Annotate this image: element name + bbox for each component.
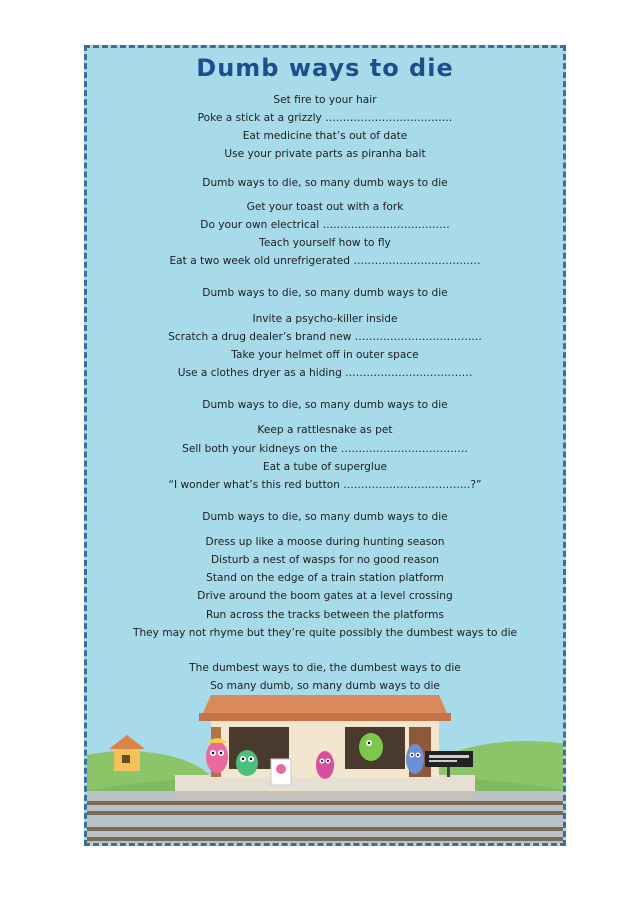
lyric-line: “I wonder what’s this red button ………………………………?” xyxy=(168,479,482,491)
lyric-line: Eat a tube of superglue xyxy=(262,461,388,473)
lyric-line: Disturb a nest of wasps for no good reason xyxy=(210,554,440,566)
character-blue-icon xyxy=(406,744,424,774)
character-green-icon xyxy=(236,750,258,776)
train-station-illustration xyxy=(87,683,563,843)
lyrics-sheet xyxy=(84,45,566,846)
chorus-line: Dumb ways to die, so many dumb ways to die xyxy=(202,399,448,411)
lyric-line: Set fire to your hair xyxy=(273,94,377,106)
lyric-line: Scratch a drug dealer’s brand new ……………………………… xyxy=(168,331,482,343)
lyric-line: Eat a two week old unrefrigerated ……………………………… xyxy=(169,255,481,267)
chorus-line: Dumb ways to die, so many dumb ways to die xyxy=(202,511,448,523)
lyric-line: Stand on the edge of a train station platform xyxy=(206,572,444,584)
character-magenta-icon xyxy=(316,751,334,779)
outro-line: The dumbest ways to die, the dumbest ways to die xyxy=(189,662,461,674)
character-green-window-icon xyxy=(359,733,383,761)
page-title: Dumb ways to die xyxy=(196,54,454,82)
lyric-line: Teach yourself how to fly xyxy=(259,237,391,249)
chorus-line: Dumb ways to die, so many dumb ways to die xyxy=(202,177,448,189)
lyric-line: Use your private parts as piranha bait xyxy=(224,148,426,160)
lyric-line: Invite a psycho-killer inside xyxy=(252,313,398,325)
lyric-line: Keep a rattlesnake as pet xyxy=(257,424,393,436)
lyric-line: They may not rhyme but they’re quite possibly the dumbest ways to die xyxy=(132,627,518,639)
lyric-line: Sell both your kidneys on the ……………………………… xyxy=(182,443,468,455)
outro-line: So many dumb, so many dumb ways to die xyxy=(210,680,440,692)
small-house-icon xyxy=(109,735,145,771)
lyric-line: Poke a stick at a grizzly ……………………………… xyxy=(197,112,453,124)
poster-icon xyxy=(271,759,291,785)
chorus-line: Dumb ways to die, so many dumb ways to die xyxy=(202,287,448,299)
lyric-line: Eat medicine that’s out of date xyxy=(242,130,408,142)
lyric-line: Get your toast out with a fork xyxy=(246,201,404,213)
lyric-line: Dress up like a moose during hunting season xyxy=(205,536,445,548)
lyric-line: Take your helmet off in outer space xyxy=(231,349,419,361)
lyric-line: Drive around the boom gates at a level crossing xyxy=(197,590,453,602)
lyric-line: Run across the tracks between the platforms xyxy=(205,609,445,621)
lyric-line: Use a clothes dryer as a hiding ……………………………… xyxy=(177,367,473,379)
lyric-line: Do your own electrical ……………………………… xyxy=(200,219,450,231)
